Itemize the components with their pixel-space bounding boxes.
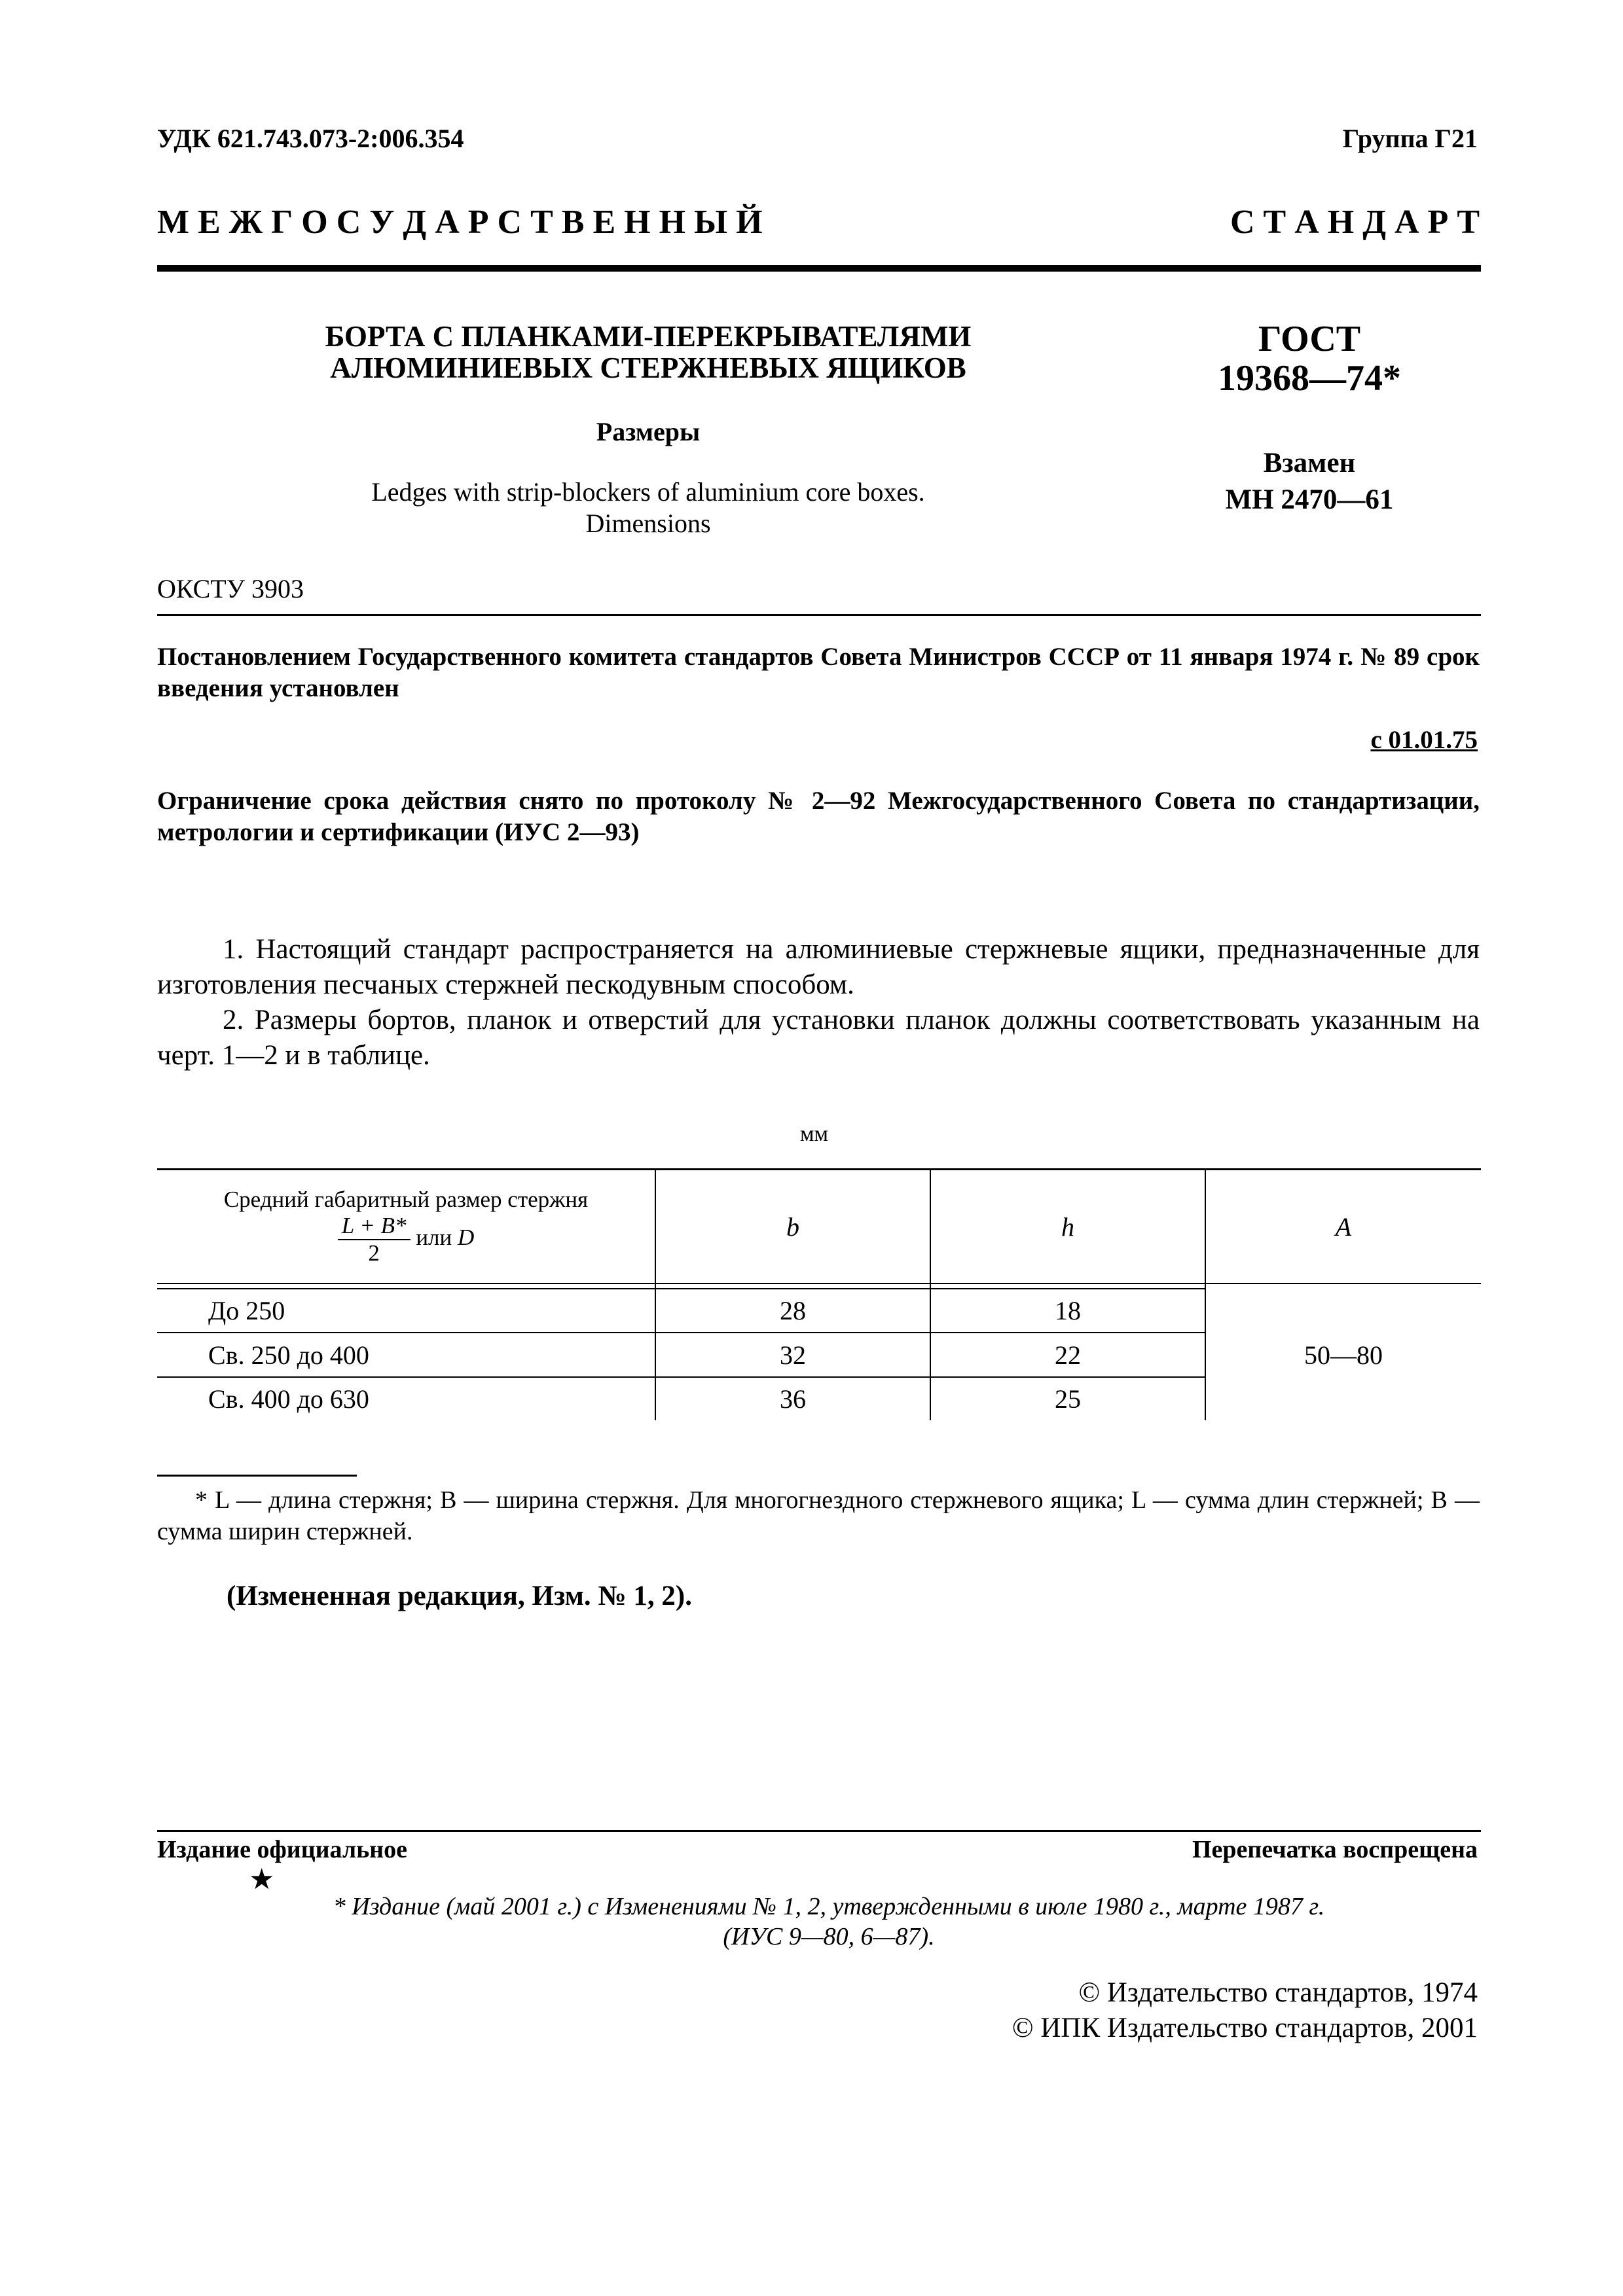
title-block-rule xyxy=(157,614,1481,616)
table-row-2-size: Св. 250 до 400 xyxy=(208,1340,369,1370)
edition-note-line-1: * Издание (май 2001 г.) с Изменениями № 1, 2, утвержденными в июле 1980 г., марте 1987 г. xyxy=(333,1893,1325,1920)
header-thick-rule xyxy=(157,265,1481,272)
english-title-line-2: Dimensions xyxy=(585,509,711,538)
group-code: Группа Г21 xyxy=(1342,124,1478,153)
table-row-1-size: До 250 xyxy=(208,1296,285,1325)
amendment-note: (Измененная редакция, Изм. № 1, 2). xyxy=(227,1581,692,1611)
official-edition: Издание официальное xyxy=(157,1836,408,1863)
banner-word-interstate: М Е Ж Г О С У Д А Р С Т В Е Н Н Ы Й xyxy=(157,204,763,241)
clause-1: 1. Настоящий стандарт распространяется на алюминиевые стержневые ящики, предназначенные для изготовления песчаных стержней пескодувным способом. xyxy=(157,934,1480,1000)
table-row-1-b: 28 xyxy=(780,1296,806,1325)
replaces-number: МН 2470—61 xyxy=(1225,484,1394,515)
title-line-2: АЛЮМИНИЕВЫХ СТЕРЖНЕВЫХ ЯЩИКОВ xyxy=(330,351,966,384)
table-row-2-b: 32 xyxy=(780,1340,806,1370)
effective-date: с 01.01.75 xyxy=(1370,726,1478,754)
limitation-text: Ограничение срока действия снято по протоколу № 2—92 Межгосударственного Совета по стандартизации, метрологии и сертификации (ИУС 2—93) xyxy=(157,787,1480,846)
table-row-3-size: Св. 400 до 630 xyxy=(208,1384,369,1414)
document-subtitle: Размеры xyxy=(596,417,701,446)
okstu-code: ОКСТУ 3903 xyxy=(157,574,304,603)
document-title xyxy=(262,321,1034,384)
table-header-formula xyxy=(338,1213,475,1266)
table-header-size xyxy=(157,1172,655,1282)
footnote-rule xyxy=(157,1475,357,1477)
table-row-3-h: 25 xyxy=(1055,1384,1081,1414)
table-row-2-h: 22 xyxy=(1055,1340,1081,1370)
udk-code: УДК 621.743.073-2:006.354 xyxy=(157,124,464,153)
header-or-variable: D xyxy=(458,1225,475,1251)
fraction-numerator: L + B* xyxy=(338,1213,410,1240)
table-header-a: A xyxy=(1335,1211,1352,1242)
banner-word-standard: С Т А Н Д А Р Т xyxy=(1230,204,1480,241)
english-title-line-1: Ledges with strip-blockers of aluminium core boxes. xyxy=(371,477,925,507)
replaces-label: Взамен xyxy=(1263,448,1356,478)
copyright-2001: © ИПК Издательство стандартов, 2001 xyxy=(1012,2013,1478,2043)
table-header-rule-1 xyxy=(157,1283,1481,1284)
copyright-1974: © Издательство стандартов, 1974 xyxy=(1078,1977,1478,2008)
reprint-prohibited: Перепечатка воспрещена xyxy=(1192,1836,1478,1863)
gost-number: 19368—74* xyxy=(1218,358,1401,399)
table-header-size-label: Средний габаритный размер стержня xyxy=(223,1187,589,1212)
clauses xyxy=(157,932,1480,1073)
english-title xyxy=(262,476,1034,539)
title-line-1: БОРТА С ПЛАНКАМИ-ПЕРЕКРЫВАТЕЛЯМИ xyxy=(325,320,972,353)
header-or: или xyxy=(416,1225,452,1251)
footnote-text: * L — длина стержня; B — ширина стержня. Для многогнездного стержневого ящика; L — сумма длин стержней; B — сумма ширин стержней. xyxy=(157,1486,1480,1545)
decree-text: Постановлением Государственного комитета стандартов Совета Министров СССР от 11 января 1974 г. № 89 срок введения установлен xyxy=(157,643,1480,702)
footer-rule xyxy=(157,1830,1481,1832)
table-header-h: h xyxy=(1061,1211,1074,1242)
interstate-standard-banner xyxy=(157,203,1480,242)
table-row-3-b: 36 xyxy=(780,1384,806,1414)
table-row-1-h: 18 xyxy=(1055,1296,1081,1325)
table-a-value: 50—80 xyxy=(1304,1340,1383,1370)
fraction-denominator: 2 xyxy=(368,1240,380,1266)
table-header-b: b xyxy=(786,1211,799,1242)
table-top-rule xyxy=(157,1168,1481,1170)
size-fraction xyxy=(338,1213,410,1266)
replaces-block xyxy=(1126,445,1493,518)
clause-2: 2. Размеры бортов, планок и отверстий для установки планок должны соответствовать указанным на черт. 1—2 и в таблице. xyxy=(157,1005,1480,1071)
edition-note-line-2: (ИУС 9—80, 6—87). xyxy=(723,1923,935,1950)
gost-designation xyxy=(1126,319,1493,398)
edition-note xyxy=(259,1892,1398,1952)
star-icon: ★ xyxy=(249,1863,275,1895)
table-unit: мм xyxy=(800,1122,829,1146)
gost-label: ГОСТ xyxy=(1258,319,1361,359)
